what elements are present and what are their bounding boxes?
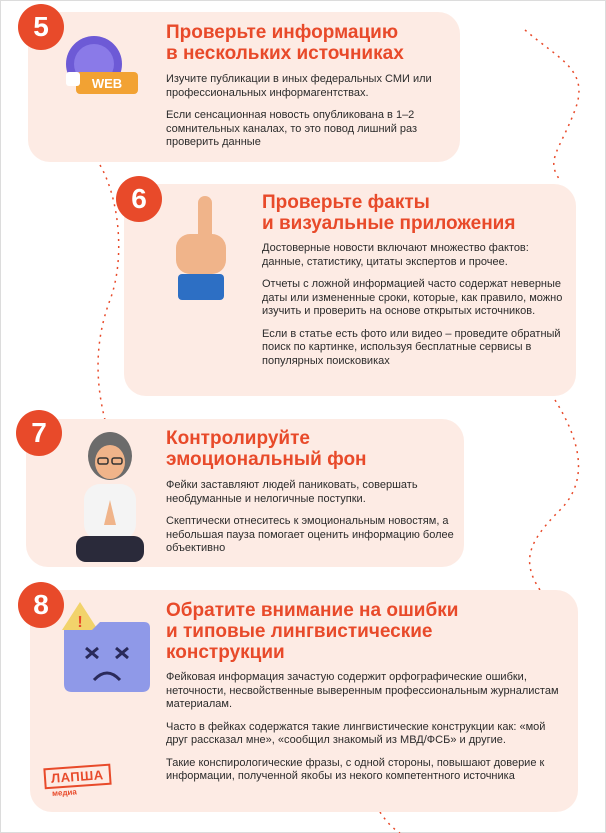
section-5-number: 5 [18,4,64,50]
paragraph: Отчеты с ложной информацией часто содержат неверные даты или измененные сроки, которые, как правило, можно изучить и проверить на основе открытых источников. [262,278,563,317]
section-7-text [166,479,456,556]
paragraph: Достоверные новости включают множество фактов: данные, статистику, цитаты экспертов и прочее. [262,242,529,268]
calm-woman-icon [70,430,150,565]
section-8-number: 8 [18,582,64,628]
paragraph: Фейковая информация зачастую содержит орфографические ошибки, неточности, несвойственные выверенным профессиональным журналистам материалам. [166,671,559,710]
section-7-title: Контролируйте эмоциональный фон [166,428,367,470]
section-7-number: 7 [16,410,62,456]
sad-folder-warning-icon [58,600,154,696]
paragraph: Фейки заставляют людей паниковать, совершать необдуманные и нелогичные поступки. [166,479,418,505]
paragraph: Часто в фейках содержатся такие лингвистические конструкции как: «мой друг рассказал мне», «сообщил знакомый из МВД/ФСБ» и другие. [166,720,546,746]
logo-name: ЛАПША [43,764,111,790]
section-6-title: Проверьте факты и визуальные приложения [262,192,516,234]
paragraph: Если в статье есть фото или видео – проведите обратный поиск по картинке, используя бесплатные сервисы в популярных поисковиках [262,327,561,367]
paragraph: Скептически отнеситесь к эмоциональным новостям, а небольшая пауза помогает оценить информацию более объективно [166,515,454,554]
section-5-title: Проверьте информацию в нескольких источниках [166,22,404,64]
svg-text:!: ! [77,614,83,631]
lapsha-media-logo [44,766,111,799]
section-8-text [166,671,566,784]
web-label: WEB [91,76,123,91]
section-5-text [166,73,451,150]
paragraph: Изучите публикации в иных федеральных СМИ или профессиональных информагентствах. [166,73,432,99]
paragraph: Если сенсационная новость опубликована в 1–2 сомнительных каналах, то это повод лишний раз проверить данные [166,109,418,148]
paragraph: Такие конспирологические фразы, с одной стороны, повышают доверие к информации, полученной якобы из некого компетентного источника [166,756,545,782]
logo-sub: медиа [51,787,78,799]
raised-finger-hand-icon [168,196,238,306]
section-8-title: Обратите внимание на ошибки и типовые лингвистические конструкции [166,600,459,663]
section-6-number: 6 [116,176,162,222]
web-chat-icon [56,28,146,98]
section-6-text [262,242,567,368]
